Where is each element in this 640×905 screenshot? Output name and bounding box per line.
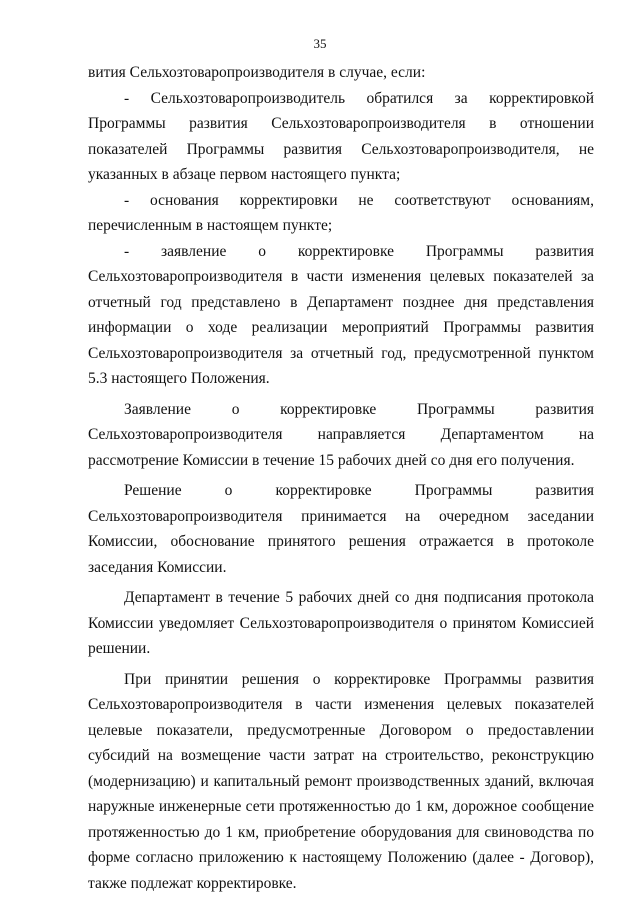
- page-number: 35: [313, 36, 327, 51]
- paragraph-decision: Решение о корректировке Программы развития Сельхозтоваропроизводителя принимается на очередном заседании Комиссии, обоснование принятого решения отражается в протоколе заседания Комиссии.: [88, 482, 594, 576]
- paragraph-continuation: вития Сельхозтоваропроизводителя в случае, если:: [88, 64, 426, 81]
- list-item-grounds-mismatch: - основания корректировки не соответствуют основаниям, перечисленным в настоящем пункте;: [88, 191, 594, 234]
- paragraph-agreement-correction: При принятии решения о корректировке Программы развития Сельхозтоваропроизводителя в части изменения целевых показателей целевые показатели, предусмотренные Договором о предоставлении субсидий на возмещение части затрат на строительство, реконструкцию (модернизацию) и капитальный ремонт производственных зданий, включая наружные инженерные сети протяженностью до 1 км, дорожное сообщение протяженностью до 1 км, приобретение оборудования для свиноводства по форме согласно приложению к настоящему Положению (далее - Договор), также подлежат корректировке.: [88, 670, 594, 892]
- paragraph-application-referral: Заявление о корректировке Программы развития Сельхозтоваропроизводителя направляется Департаментом на рассмотрение Комиссии в течение 15 рабочих дней со дня его получения.: [88, 400, 594, 469]
- paragraph-notification: Департамент в течение 5 рабочих дней со дня подписания протокола Комиссии уведомляет Сельхозтоваропроизводителя о принятом Комиссией решении.: [88, 589, 594, 657]
- list-item-not-specified-indicators: - Сельхозтоваропроизводитель обратился за корректировкой Программы развития Сельхозтоваропроизводителя в отношении показателей Программы развития Сельхозтоваропроизводителя, не указанных в абзаце первом настоящего пункта;: [88, 89, 594, 183]
- list-item-late-application: - заявление о корректировке Программы развития Сельхозтоваропроизводителя в части изменения целевых показателей за отчетный год представлено в Департамент позднее дня представления информации о ходе реализации мероприятий Программы развития Сельхозтоваропроизводителя за отчетный год, предусмотренной пунктом 5.3 настоящего Положения.: [88, 242, 594, 387]
- document-body: [88, 60, 594, 896]
